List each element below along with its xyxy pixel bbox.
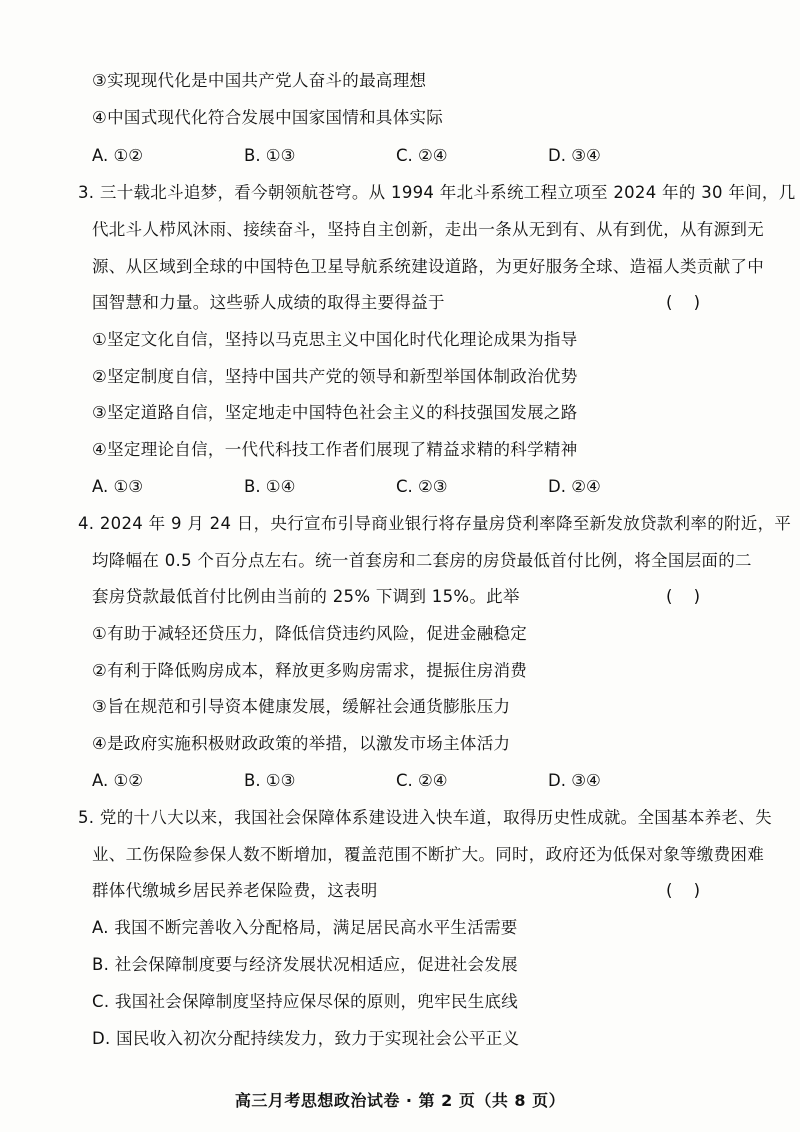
- q4-choice-b: B. ①③: [244, 771, 296, 790]
- q2-choices: [92, 145, 692, 167]
- q5-stem-line-2: 业、工伤保险参保人数不断增加，覆盖范围不断扩大。同时，政府还为低保对象等缴费困难: [92, 845, 764, 864]
- q3-choice-a: A. ①③: [92, 477, 144, 496]
- q3-stem-line-3: 源、从区域到全球的中国特色卫星导航系统建设道路，为更好服务全球、造福人类贡献了中: [92, 257, 764, 276]
- q3-option-1: ①坚定文化自信，坚持以马克思主义中国化时代化理论成果为指导: [92, 330, 578, 349]
- q5-stem-line-1: 5. 党的十八大以来，我国社会保障体系建设进入快车道，取得历史性成就。全国基本养老、失: [78, 808, 772, 827]
- q4-choice-d: D. ③④: [548, 771, 601, 790]
- q3-choice-b: B. ①④: [244, 477, 296, 496]
- q5-option-c: C. 我国社会保障制度坚持应保尽保的原则，兜牢民生底线: [92, 992, 519, 1011]
- q4-option-3: ③旨在规范和引导资本健康发展，缓解社会通货膨胀压力: [92, 697, 511, 716]
- q2-choice-c: C. ②④: [396, 146, 448, 165]
- q2-choice-a: A. ①②: [92, 146, 144, 165]
- q4-choices: [92, 770, 692, 792]
- q4-option-2: ②有利于降低购房成本，释放更多购房需求，提振住房消费: [92, 661, 528, 680]
- q3-answer-bracket: ( ): [666, 293, 709, 312]
- q3-stem-line-4: 国智慧和力量。这些骄人成绩的取得主要得益于: [92, 293, 445, 312]
- q2-option-4: ④中国式现代化符合发展中国家国情和具体实际: [92, 108, 444, 127]
- q4-option-1: ①有助于减轻还贷压力，降低信贷违约风险，促进金融稳定: [92, 624, 528, 643]
- q4-stem-line-1: 4. 2024 年 9 月 24 日，央行宣布引导商业银行将存量房贷利率降至新发放贷款利率的附近，平: [78, 514, 792, 533]
- q3-stem-line-1: 3. 三十载北斗追梦，看今朝领航苍穹。从 1994 年北斗系统工程立项至 2024 年的 30 年间，几: [78, 183, 796, 202]
- q3-option-3: ③坚定道路自信，坚定地走中国特色社会主义的科技强国发展之路: [92, 403, 578, 422]
- q3-choice-d: D. ②④: [548, 477, 601, 496]
- q3-choice-c: C. ②③: [396, 477, 448, 496]
- q2-choice-d: D. ③④: [548, 146, 601, 165]
- q3-choices: [92, 476, 692, 498]
- q4-choice-c: C. ②④: [396, 771, 448, 790]
- q5-option-b: B. 社会保障制度要与经济发展状况相适应，促进社会发展: [92, 955, 518, 974]
- q5-stem-line-3: 群体代缴城乡居民养老保险费，这表明: [92, 881, 378, 900]
- q4-stem-line-3: 套房贷款最低首付比例由当前的 25% 下调到 15%。此举: [92, 587, 520, 606]
- q4-choice-a: A. ①②: [92, 771, 144, 790]
- q4-option-4: ④是政府实施积极财政政策的举措，以激发市场主体活力: [92, 734, 511, 753]
- q5-option-a: A. 我国不断完善收入分配格局，满足居民高水平生活需要: [92, 918, 518, 937]
- q3-option-2: ②坚定制度自信，坚持中国共产党的领导和新型举国体制政治优势: [92, 367, 578, 386]
- q3-option-4: ④坚定理论自信，一代代科技工作者们展现了精益求精的科学精神: [92, 440, 578, 459]
- q2-option-3: ③实现现代化是中国共产党人奋斗的最高理想: [92, 71, 427, 90]
- q5-option-d: D. 国民收入初次分配持续发力，致力于实现社会公平正义: [92, 1029, 520, 1048]
- q5-answer-bracket: ( ): [666, 881, 709, 900]
- page-footer: 高三月考思想政治试卷 · 第 2 页（共 8 页）: [234, 1091, 566, 1110]
- q4-stem-line-2: 均降幅在 0.5 个百分点左右。统一首套房和二套房的房贷最低首付比例，将全国层面的二: [92, 551, 752, 570]
- q3-stem-line-2: 代北斗人栉风沐雨、接续奋斗，坚持自主创新，走出一条从无到有、从有到优，从有源到无: [92, 220, 764, 239]
- q4-answer-bracket: ( ): [666, 587, 709, 606]
- q2-choice-b: B. ①③: [244, 146, 296, 165]
